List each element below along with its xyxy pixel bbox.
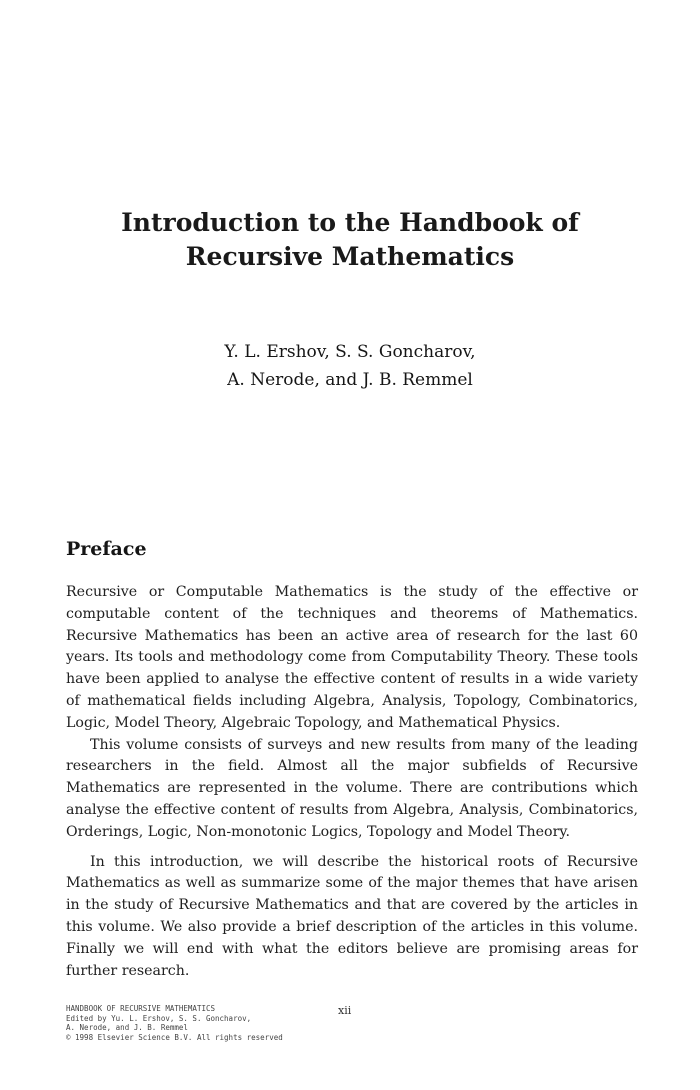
section-heading-preface: Preface <box>66 538 147 560</box>
chapter-title-line-2: Recursive Mathematics <box>185 242 515 271</box>
publication-footer <box>66 1004 316 1042</box>
footer-line-3: A. Nerode, and J. B. Remmel <box>66 1023 188 1032</box>
page-number: xii <box>338 1004 352 1017</box>
footer-line-1: HANDBOOK OF RECURSIVE MATHEMATICS <box>66 1004 216 1013</box>
chapter-title-line-1: Introduction to the Handbook of <box>121 208 579 237</box>
footer-line-4: © 1998 Elsevier Science B.V. All rights reserved <box>66 1032 283 1042</box>
footer-line-2: Edited by Yu. L. Ershov, S. S. Goncharov, <box>66 1013 252 1023</box>
preface-paragraph-2: This volume consists of surveys and new results from many of the leading researchers in the field. Almost all the major subfields of Recursive Mathematics are represented in the volume. There are contributions which analyse the effective content of results from Algebra, Analysis, Combinatorics, Orderings, Logic, Non-monotonic Logics, Topology and Model Theory. <box>66 736 638 840</box>
author-list <box>60 338 640 394</box>
authors-line-2: A. Nerode, and J. B. Remmel <box>227 370 473 390</box>
chapter-title <box>60 206 640 274</box>
preface-body <box>66 582 638 982</box>
preface-paragraph-1: Recursive or Computable Mathematics is the study of the effective or computable content of the techniques and theorems of Mathematics. Recursive Mathematics has been an active area of research for the last 60 years. Its tools and methodology come from Computability Theory. These tools have been applied to analyse the effective content of results in a wide variety of mathematical fields including Algebra, Analysis, Topology, Combinatorics, Logic, Model Theory, Algebraic Topology, and Mathematical Physics. <box>66 584 638 731</box>
preface-paragraph-3: In this introduction, we will describe the historical roots of Recursive Mathematics as well as summarize some of the major themes that have arisen in the study of Recursive Mathematics and that are covered by the articles in this volume. We also provide a brief description of the articles in this volume. Finally we will end with what the editors believe are promising areas for further research. <box>66 853 638 979</box>
authors-line-1: Y. L. Ershov, S. S. Goncharov, <box>224 342 476 362</box>
